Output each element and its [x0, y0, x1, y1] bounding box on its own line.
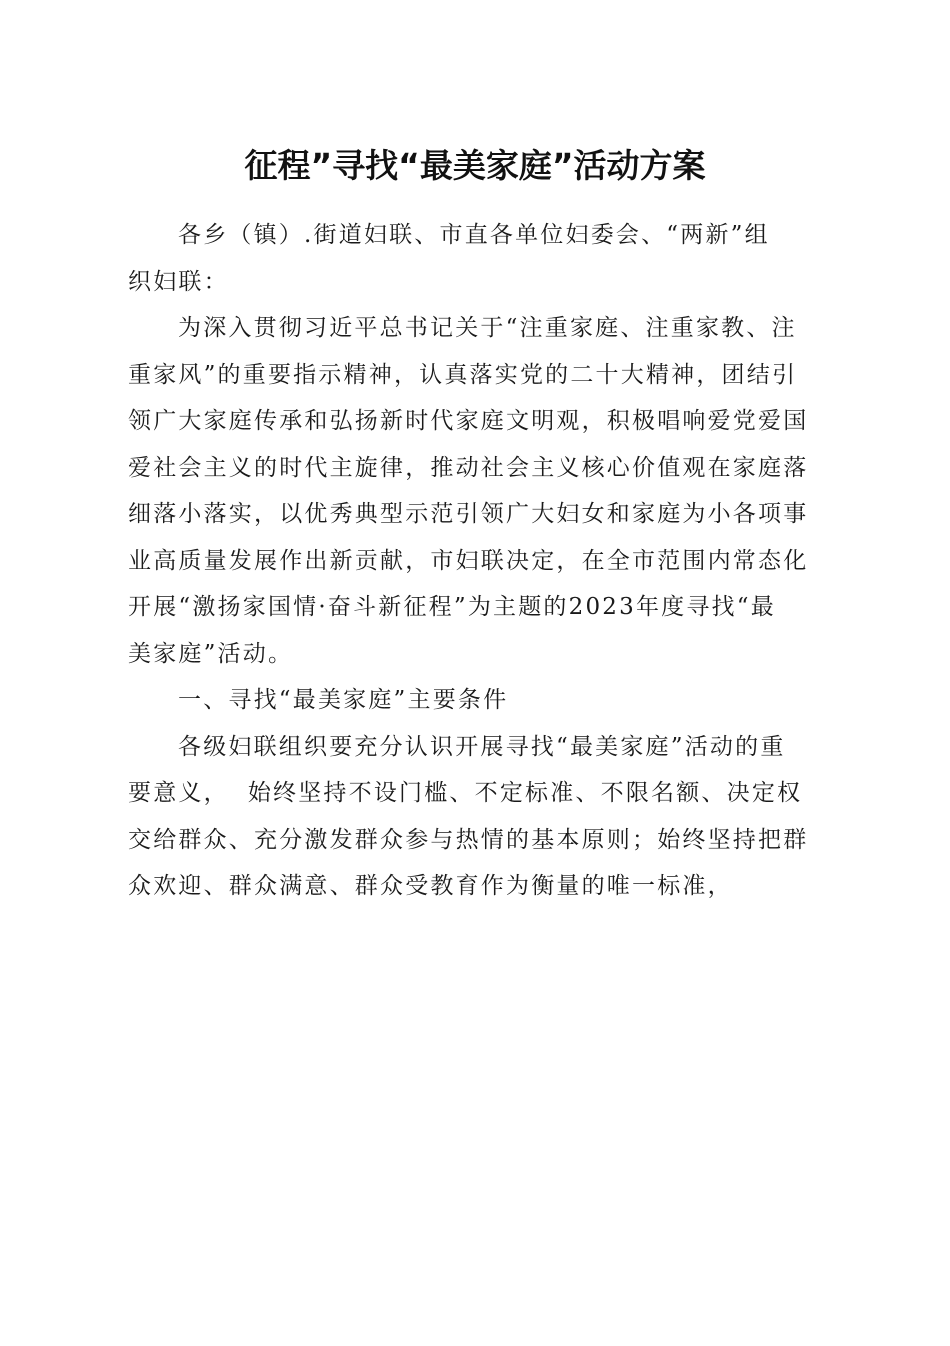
text-line: 各级妇联组织要充分认识开展寻找“最美家庭”活动的重 [178, 733, 786, 760]
text-line: 领广大家庭传承和弘扬新时代家庭文明观，积极唱响爱党爱国 [128, 408, 809, 434]
paragraph-intro [128, 305, 830, 677]
text-line: 众欢迎、群众满意、群众受教育作为衡量的唯一标准， [128, 873, 733, 899]
section-heading [128, 677, 830, 724]
text-line: 开展“激扬家国情·奋斗新征程”为主题的2023年度寻找“最 [128, 594, 776, 620]
paragraph-conditions [128, 724, 830, 910]
document-title: 征程”寻找“最美家庭”活动方案 [244, 146, 706, 185]
text-line: 业高质量发展作出新贡献，市妇联决定，在全市范围内常态化 [128, 547, 809, 574]
text-line: 一、寻找“最美家庭”主要条件 [178, 687, 509, 713]
text-line: 交给群众、充分激发群众参与热情的基本原则；始终坚持把群 [128, 826, 809, 853]
text-line: 各乡（镇）.街道妇联、市直各单位妇委会、“两新”组 [178, 222, 770, 248]
text-line: 美家庭”活动。 [128, 640, 294, 667]
text-line: 要意义， 始终坚持不设门槛、不定标准、不限名额、决定权 [128, 780, 803, 806]
document-body [128, 212, 830, 910]
text-line: 细落小落实，以优秀典型示范引领广大妇女和家庭为小各项事 [128, 501, 809, 527]
text-line: 爱社会主义的时代主旋律，推动社会主义核心价值观在家庭落 [128, 454, 809, 481]
text-line: 为深入贯彻习近平总书记关于“注重家庭、注重家教、注 [178, 315, 797, 341]
text-line: 重家风”的重要指示精神，认真落实党的二十大精神，团结引 [128, 361, 798, 388]
paragraph-salutation [128, 212, 830, 305]
text-line: 织妇联： [128, 268, 229, 295]
